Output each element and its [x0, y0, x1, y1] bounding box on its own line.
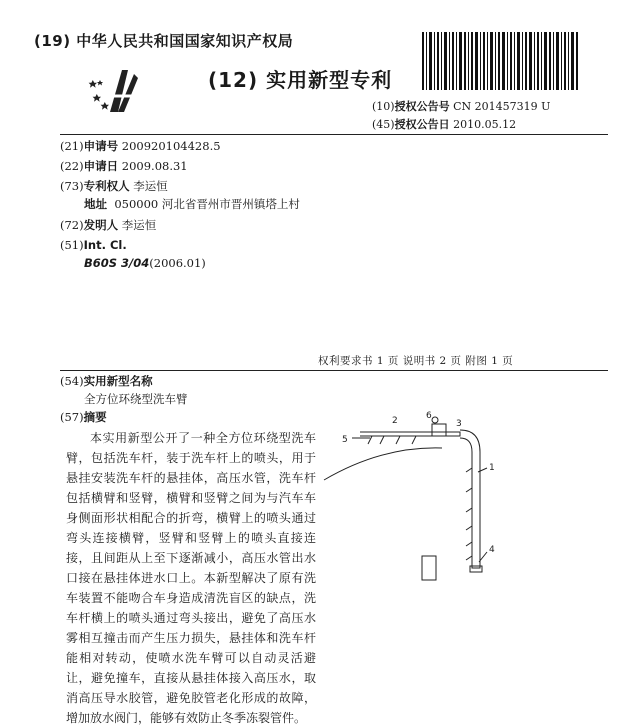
int-cl: (51)Int. Cl. — [60, 238, 127, 252]
publication-date: (45)授权公告日 2010.05.12 — [372, 118, 517, 131]
page-counts: 权利要求书 1 页 说明书 2 页 附图 1 页 — [318, 355, 514, 367]
office-name: (19) 中华人民共和国国家知识产权局 — [34, 32, 294, 50]
patentee: (73)专利权人 李运恒 — [60, 179, 168, 193]
sipo-logo-icon — [88, 66, 140, 114]
abstract-text: 本实用新型公开了一种全方位环绕型洗车臂，包括洗车杆，装于洗车杆上的喷头，用于悬挂安装洗车杆的悬挂体，高压水管，洗车杆包括横臂和竖臂，横臂和竖臂之间为与汽车车身侧面形状相配合的折弯，横臂上的喷头通过弯头连接横臂，竖臂和竖臂上的喷头直接连接，且间距从上至下逐渐减小，高压水管出水口接在悬挂体进水口上。本新型解决了原有洗车装置不能吻合车身造成清洗盲区的缺点，洗车杆横上的喷头通过弯头接出，避免了高压水雾相互撞击而产生压力损失，悬挂体和洗车杆能相对转动，使喷水洗车臂可以自动灵活避让，避免撞车，直接从悬挂体接入高压水，取消高压导水胶管，避免胶管老化形成的故障，增加放水阀门，能够有效防止冬季冻裂管件。 — [66, 431, 316, 725]
application-date: (22)申请日 2009.08.31 — [60, 159, 188, 173]
inventor: (72)发明人 李运恒 — [60, 218, 157, 232]
abstract-heading: (57)摘要 — [60, 410, 107, 424]
application-number: (21)申请号 200920104428.5 — [60, 139, 221, 153]
int-cl-class: B60S 3/04(2006.01) — [84, 256, 206, 270]
figure-label-5: 5 — [342, 435, 348, 445]
figure-label-3: 3 — [456, 419, 462, 429]
utility-name-heading: (54)实用新型名称 — [60, 374, 153, 388]
figure-label-4: 4 — [489, 545, 495, 555]
figure-label-2: 2 — [392, 416, 398, 426]
document-type-title: (12) 实用新型专利 — [208, 68, 393, 92]
publication-number: (10)授权公告号 CN 201457319 U — [372, 100, 551, 113]
figure-label-1: 1 — [489, 463, 495, 473]
figure-label-6: 6 — [426, 411, 432, 421]
barcode-graphic — [420, 32, 580, 90]
utility-name-value: 全方位环绕型洗车臂 — [84, 392, 188, 406]
header-divider — [60, 134, 608, 135]
car-wash-arm-drawing — [322, 408, 512, 588]
biblio-divider — [60, 370, 608, 371]
address: 地址 050000 河北省晋州市晋州镇塔上村 — [84, 197, 300, 211]
